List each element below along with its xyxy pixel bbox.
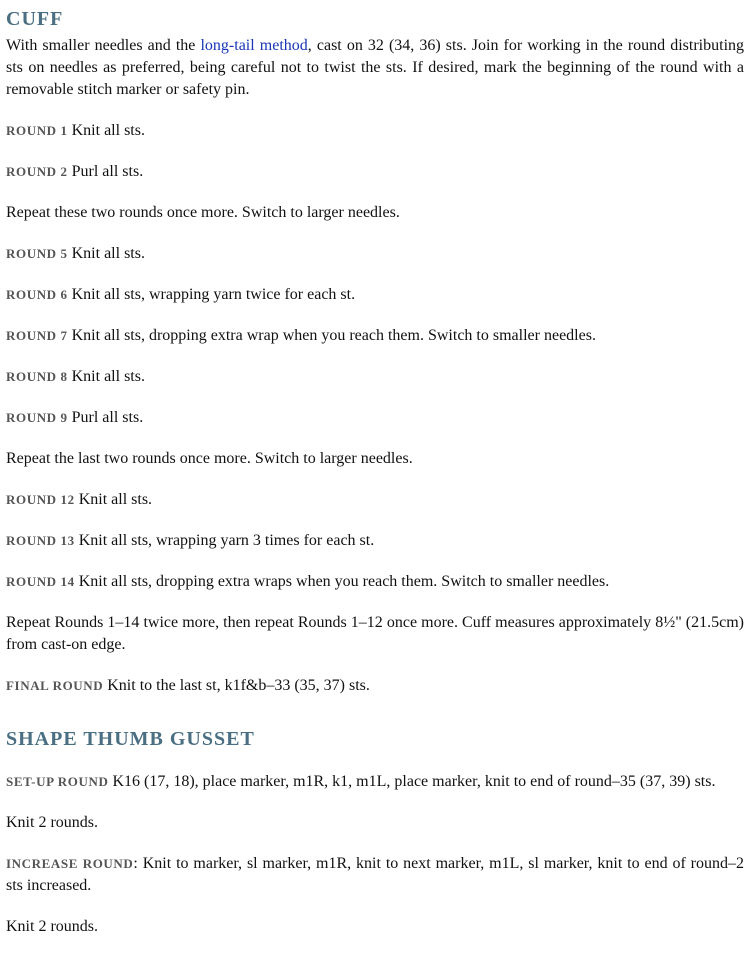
step-label: INCREASE ROUND [6,856,134,871]
thumb-gusset-heading: SHAPE THUMB GUSSET [6,728,255,750]
thumb-step-paragraph [6,853,744,897]
step-text: Repeat the last two rounds once more. Switch to larger needles. [6,450,413,467]
step-label: ROUND 7 [6,328,68,343]
cuff-step-paragraph [6,284,744,306]
step-text: Knit all sts. [71,245,145,262]
step-text: Purl all sts. [71,163,144,180]
step-label: ROUND 2 [6,164,68,179]
cuff-step-paragraph [6,571,744,593]
step-text: Knit all sts, wrapping yarn 3 times for each st. [78,532,375,549]
step-text: Knit all sts, dropping extra wraps when you reach them. Switch to smaller needles. [78,573,610,590]
step-text: Knit all sts, dropping extra wrap when you reach them. Switch to smaller needles. [71,327,596,344]
cuff-step-paragraph [6,120,744,142]
cuff-step-paragraph [6,243,744,265]
step-text: K16 (17, 18), place marker, m1R, k1, m1L, place marker, knit to end of round–35 (37, 39) sts. [112,773,716,790]
cuff-step-paragraph [6,202,744,224]
step-text: Repeat these two rounds once more. Switch to larger needles. [6,204,400,221]
step-text: Knit all sts, wrapping yarn twice for each st. [71,286,356,303]
step-text: Repeat Rounds 1–14 twice more, then repeat Rounds 1–12 once more. Cuff measures approximately 8½" (21.5cm) from cast-on edge. [6,614,744,653]
step-label: ROUND 6 [6,287,68,302]
step-text: Knit all sts. [71,122,145,139]
cuff-step-paragraph [6,325,744,347]
step-label: ROUND 12 [6,492,75,507]
step-label: SET-UP ROUND [6,774,109,789]
cuff-intro-text-start: With smaller needles and the [6,37,201,54]
step-label: ROUND 13 [6,533,75,548]
cuff-step-paragraph [6,675,744,697]
step-label: ROUND 14 [6,574,75,589]
cuff-heading: CUFF [6,8,64,30]
step-text: Knit all sts. [78,491,153,508]
cuff-step-paragraph [6,366,744,388]
step-text: Knit 2 rounds. [6,814,98,831]
cuff-step-paragraph [6,407,744,429]
cuff-step-paragraph [6,161,744,183]
thumb-step-paragraph [6,812,744,834]
cuff-step-paragraph [6,489,744,511]
step-text: Knit to the last st, k1f&b–33 (35, 37) sts. [107,677,370,694]
step-text: Knit to marker, sl marker, m1R, knit to next marker, m1L, sl marker, knit to end of round–2 sts increased. [6,855,745,894]
long-tail-method-link[interactable]: long-tail method [200,37,308,54]
step-text: Knit 2 rounds. [6,918,98,935]
step-text: Purl all sts. [71,409,144,426]
step-label: FINAL ROUND [6,678,104,693]
cuff-step-paragraph [6,612,744,656]
thumb-steps-list [6,771,744,938]
step-label: ROUND 9 [6,410,68,425]
cuff-step-paragraph [6,530,744,552]
cuff-intro-paragraph [6,35,744,101]
cuff-step-paragraph [6,448,744,470]
cuff-steps-list [6,120,744,697]
thumb-step-paragraph [6,771,744,793]
step-label: ROUND 5 [6,246,68,261]
step-label: ROUND 8 [6,369,68,384]
step-separator: : [133,855,138,872]
step-text: Knit all sts. [71,368,145,385]
step-label: ROUND 1 [6,123,68,138]
cuff-intro-text-end: , cast on 32 (34, 36) sts. Join for working in the round distributing sts on needles as preferred, being careful not to twist the sts. If desired, mark the beginning of the round with a removable stitch marker or safety pin. [6,37,745,98]
thumb-step-paragraph [6,916,744,938]
